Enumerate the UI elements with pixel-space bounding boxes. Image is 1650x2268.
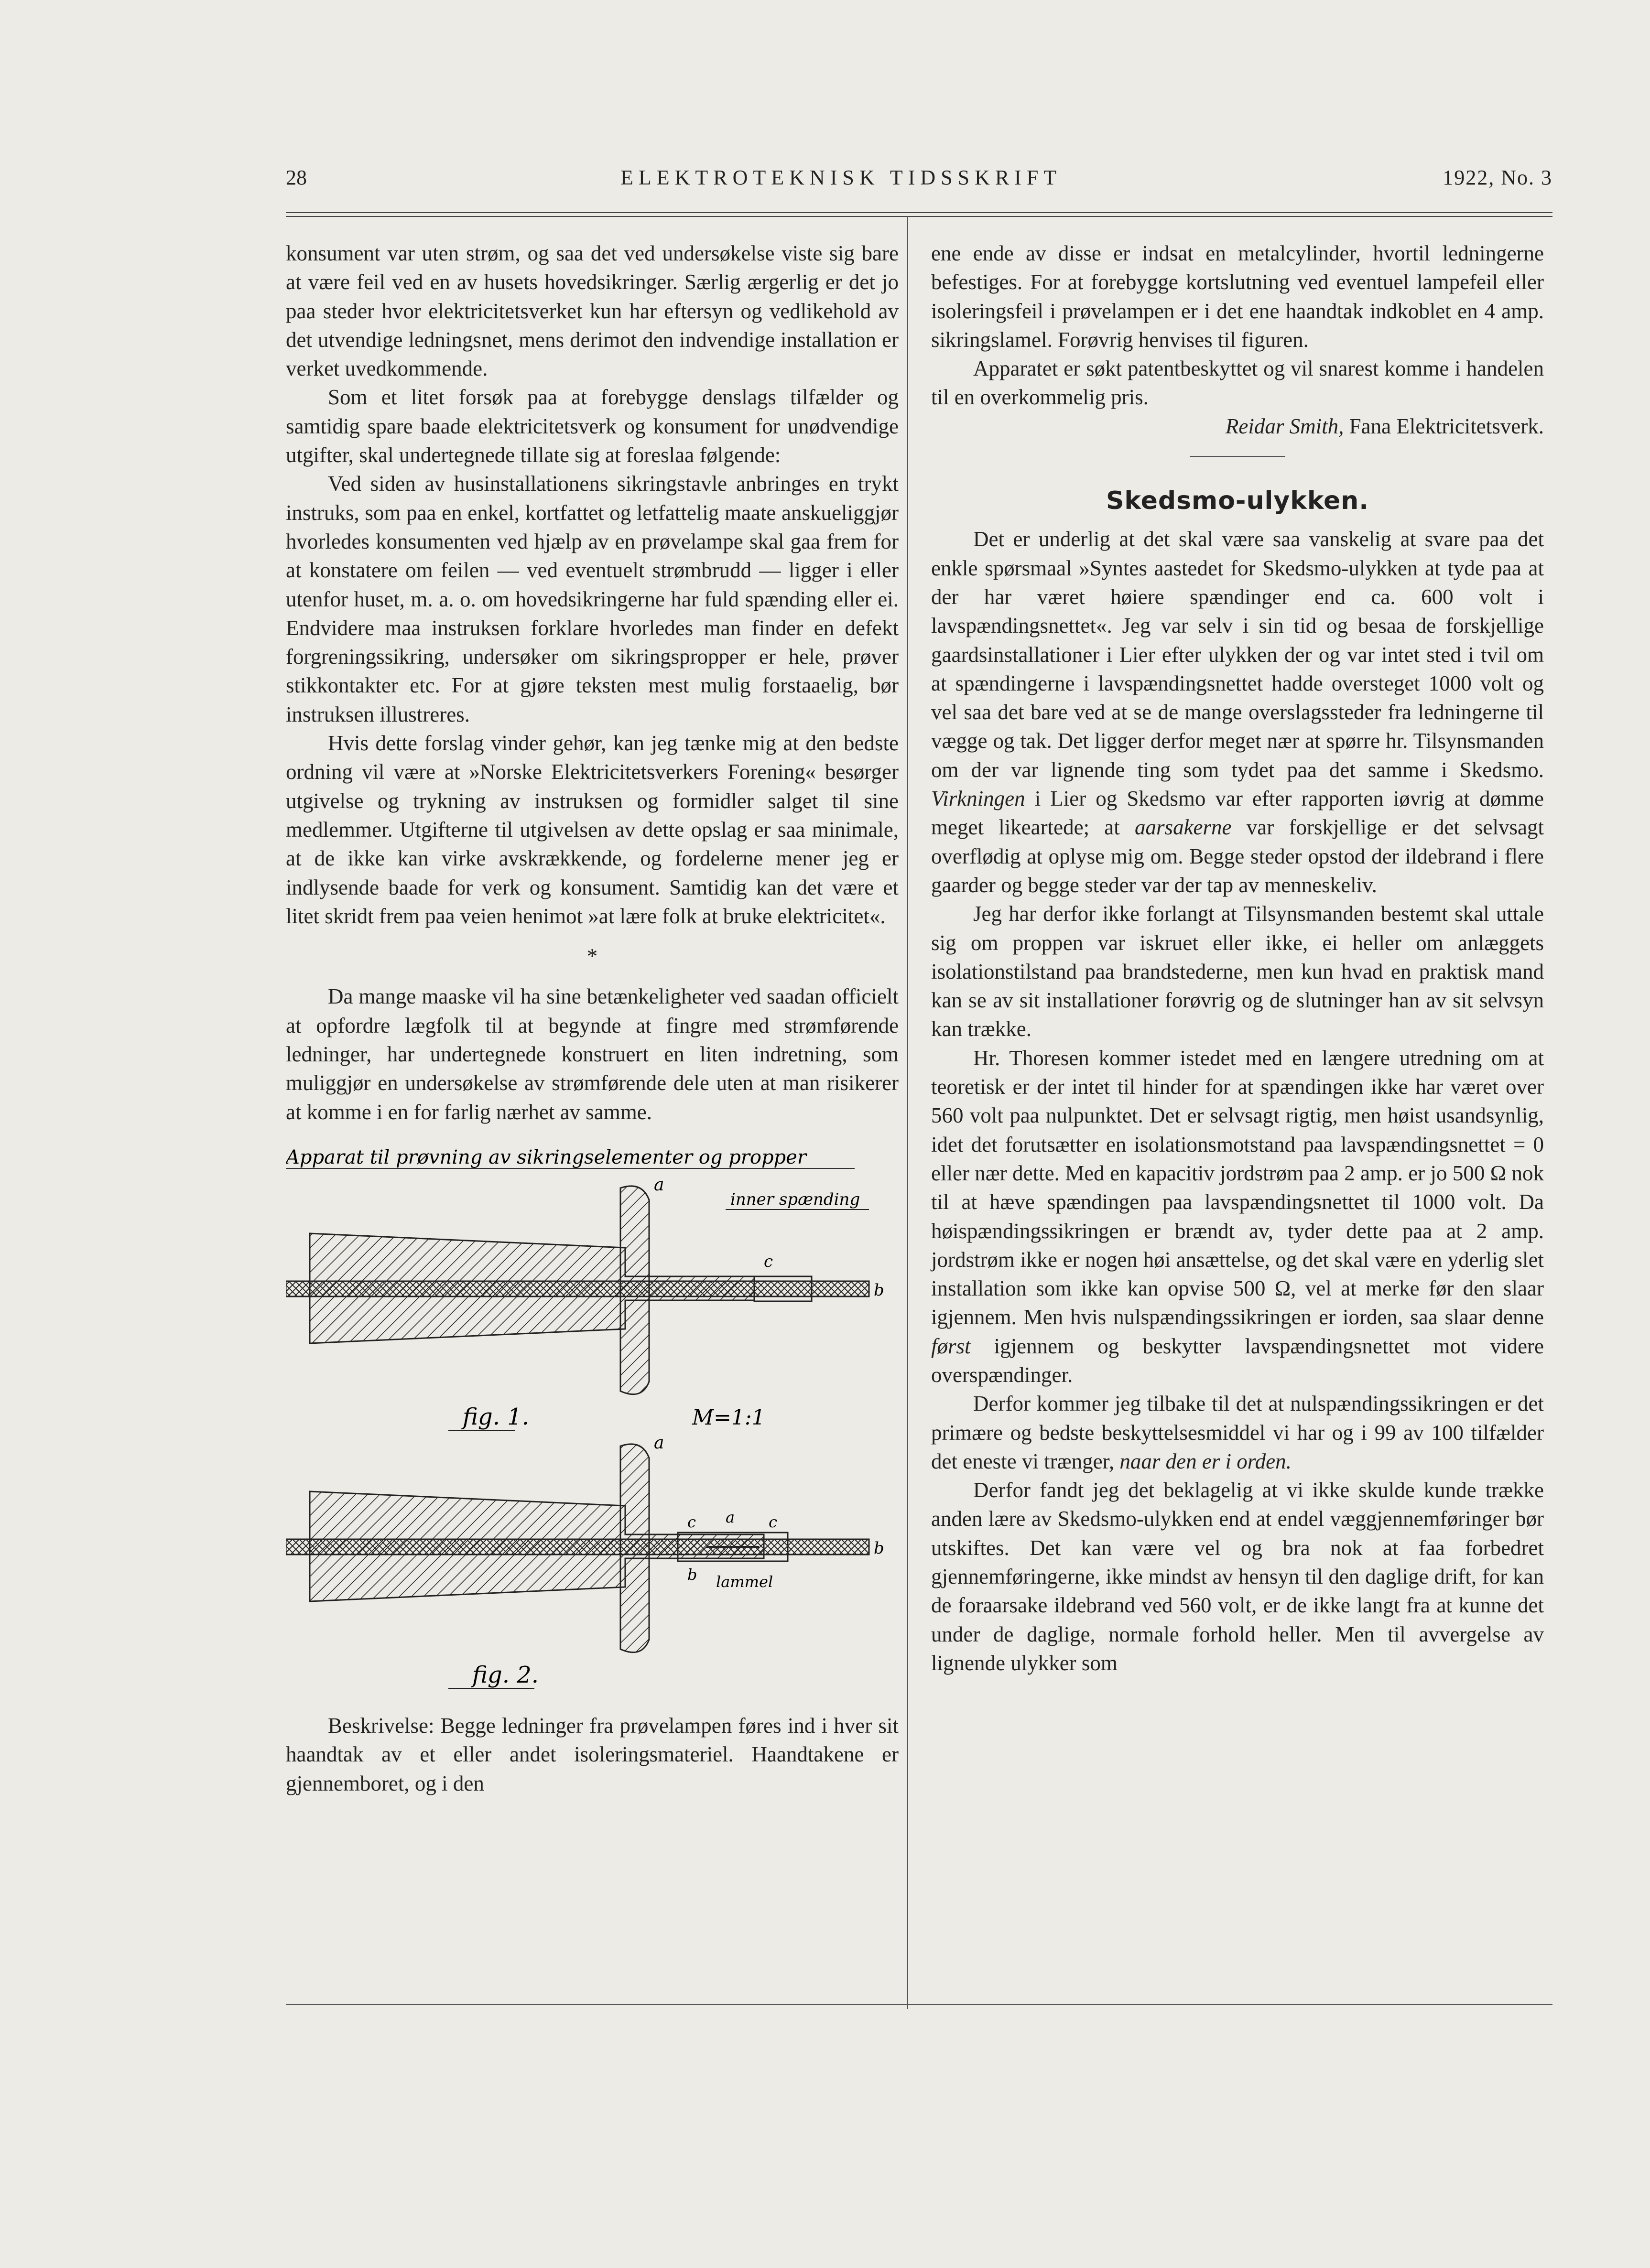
paragraph: Derfor kommer jeg tilbake til det at nulspændingssikringen er det primære og bedste beskyttelsesmiddel vi har og i 99 av 100 tilfælder det eneste vi trænger, naar den er i orden. (931, 1392, 1544, 1473)
emphasis: aarsakerne (1135, 815, 1232, 840)
paragraph: Beskrivelse: Begge ledninger fra prøvelampen føres ind i hver sit haandtak av et eller andet isoleringsmateriel. Haandtakene er gjennemboret, og i den (286, 1713, 899, 1795)
paragraph: ene ende av disse er indsat en metalcylinder, hvortil ledningerne befestiges. For at forebygge kortslutning ved eventuel lampefeil eller isoleringsfeil i prøvelampen er i det ene haandtak indkoblet en 4 amp. sikringslamel. Forøvrig henvises til figuren. (931, 241, 1544, 352)
scale-label: M=1:1 (692, 1405, 765, 1430)
fig2-label-b-lower: b (687, 1565, 697, 1584)
apparatus-drawing (286, 1138, 899, 1706)
fig2-label-lammel: lammel (716, 1572, 773, 1591)
fig2-wire (286, 1539, 869, 1555)
emphasis: naar den er i orden. (1119, 1449, 1292, 1473)
fig2-caption: fig. 2. (472, 1661, 539, 1688)
paragraph: Jeg har derfor ikke forlangt at Tilsynsmanden bestemt skal uttale sig om proppen var iskruet eller ikke, ei heller om anlæggets isolationstilstand paa brandstederne, men kun hvad en praktisk mand kan se av sit installationer forøvrig og de slutninger han av sit selvsyn kan trække. (931, 902, 1544, 1041)
author-affiliation: Fana Elektricitetsverk. (1349, 414, 1544, 438)
fig1-caption: fig. 1. (463, 1403, 530, 1430)
page-number: 28 (286, 166, 307, 189)
fig1-label-inner: inner spænding (730, 1189, 860, 1209)
paragraph: konsument var uten strøm, og saa det ved undersøkelse viste sig bare at være feil ved en av husets hovedsikringer. Særlig ærgerlig er det jo paa steder hvor elektricitetsverket kun har eftersyn og vedlikehold av det utvendige ledningsnet, mens derimot den indvendige installation er verket uvedkommende. (286, 241, 899, 381)
paragraph: Da mange maaske vil ha sine betænkeligheter ved saadan officielt at opfordre lægfolk til at begynde at fingre med strømførende ledninger, har undertegnede konstruert en liten indretning, som muliggjør en undersøkelse av strømførende dele uten at man risikerer at komme i en for farlig nærhet av samme. (286, 984, 899, 1124)
emphasis: Virkningen (931, 787, 1025, 811)
fig1-wire (286, 1281, 869, 1296)
issue-label: 1922, No. 3 (1443, 166, 1552, 189)
section-break-star: * (586, 944, 598, 969)
header-rule (286, 212, 1552, 213)
header-rule-double (286, 216, 1552, 217)
fig2-label-b-right: b (874, 1538, 884, 1558)
right-column (931, 239, 1544, 1677)
article-separator (1190, 456, 1285, 457)
fig1-label-a: a (654, 1175, 664, 1195)
left-column (286, 239, 899, 1798)
fig2-drawing (286, 1433, 884, 1688)
paragraph: Hvis dette forslag vinder gehør, kan jeg tænke mig at den bedste ordning vil være at »Norske Elektricitetsverkers Forening« besørger utgivelse og trykning av instruksen og formidler salget til sine medlemmer. Utgifterne til utgivelsen av dette opslag er saa minimale, at de ikke kan virke avskrækkende, og fordelerne mener jeg er indlysende baade for verk og konsument. Samtidig kan det være et litet skridt frem paa veien henimot »at lære folk at bruke elektricitet«. (286, 731, 899, 928)
paragraph: Det er underlig at det skal være saa vanskelig at svare paa det enkle spørsmaal »Syntes aastedet for Skedsmo-ulykken at tyde paa at der har været høiere spændinger end ca. 600 volt i lavspændingsnettet«. Jeg var selv i sin tid og besaa de forskjellige gaardsinstallationer i Lier efter ulykken der og var intet sted i tvil om at spændingerne i lavspændingsnettet hadde oversteget 1000 volt og vel saa det bare ved at se de mange overslagssteder fra ledningerne til vægge og tak. Det ligger derfor meget nær at spørre hr. Tilsynsmanden om der var lignende ting som tydet paa det samme i Skedsmo. Virkningen i Lier og Skedsmo var efter rapporten iøvrig at dømme meget likeartede; at aarsakerne var forskjellige er det selvsagt overflødig at oplyse mig om. Begge steder opstod der ildebrand i flere gaarder og begge steder var der tap av menneskeliv. (931, 527, 1544, 897)
footer-rule (286, 2004, 1552, 2005)
figure-title: Apparat til prøvning av sikringselementer og propper (286, 1146, 806, 1168)
fig2-label-a-center: a (726, 1508, 735, 1526)
column-divider (907, 216, 908, 2009)
paragraph: Apparatet er søkt patentbeskyttet og vil snarest komme i handelen til en overkommelig pris. (931, 356, 1544, 410)
journal-title: ELEKTROTEKNISK TIDSSKRIFT (620, 166, 1062, 189)
fig1-label-b: b (874, 1280, 884, 1300)
running-header (286, 161, 1552, 204)
author-name: Reidar Smith, (1225, 414, 1344, 438)
fig2-label-c-right: c (769, 1512, 777, 1531)
fig2-label-a: a (654, 1433, 664, 1453)
article-headline: Skedsmo-ulykken. (1106, 486, 1369, 516)
paragraph: Som et litet forsøk paa at forebygge denslags tilfælder og samtidig spare baade elektricitetsverk og konsument for unødvendige utgifter, skal undertegnede tillate sig at foreslaa følgende: (286, 385, 899, 467)
paragraph: Derfor fandt jeg det beklagelig at vi ikke skulde kunde trække anden lære av Skedsmo-ulykken end at endel væggjennemføringer bør utskiftes. Det kan være vel og bra nok at faa forbedret gjennemføringerne, ikke mindst av hensyn til den daglige drift, for kan de foraarsake ildebrand ved 560 volt, er de ikke langt fra at kunne det under de daglige, normale forhold heller. Men til avvergelse av lignende ulykker som (931, 1478, 1544, 1675)
fig2-label-c-left: c (687, 1512, 696, 1531)
emphasis: først (931, 1334, 971, 1358)
paragraph: Hr. Thoresen kommer istedet med en længere utredning om at teoretisk er der intet til hinder for at spændingen ikke har været over 560 volt paa nulpunktet. Det er selvsagt rigtig, men høist usandsynlig, idet det forutsætter en isolationsmotstand paa lavspændingsnettet = 0 eller nær dette. Med en kapacitiv jordstrøm paa 2 amp. er jo 500 Ω nok til at hæve spændingen paa lavspændingsnettet til 1000 volt. Da høispændingssikringen er brændt av, tyder dette paa at 2 amp. jordstrøm ikke er nogen høi ansættelse, og det skal være en yderlig slet installation som ikke kan opvise 500 Ω, vel at merke før den slaar igjennem. Men hvis nulspændingssikringen er iorden, saa slaar denne først igjennem og beskytter lavspændingsnettet mot videre overspændinger. (931, 1046, 1544, 1387)
paragraph: Ved siden av husinstallationens sikringstavle anbringes en trykt instruks, som paa en enkel, kortfattet og letfattelig maate anskueliggjør hvorledes konsumenten ved hjælp av en prøvelampe skal gaa frem for at konstatere om feilen — ved eventuelt strømbrudd — ligger i eller utenfor huset, m. a. o. om hovedsikringerne har fuld spænding eller ei. Endvidere maa instruksen forklare hvorledes man finder en defekt forgreningssikring, undersøker om sikringspropper er hele, prøver stikkontakter etc. For at gjøre teksten mest mulig forstaaelig, bør instruksen illustreres. (286, 472, 899, 726)
apparatus-figure (286, 1138, 899, 1706)
fig1-drawing (286, 1175, 884, 1430)
signature (931, 412, 1544, 441)
fig1-label-c: c (764, 1252, 773, 1271)
